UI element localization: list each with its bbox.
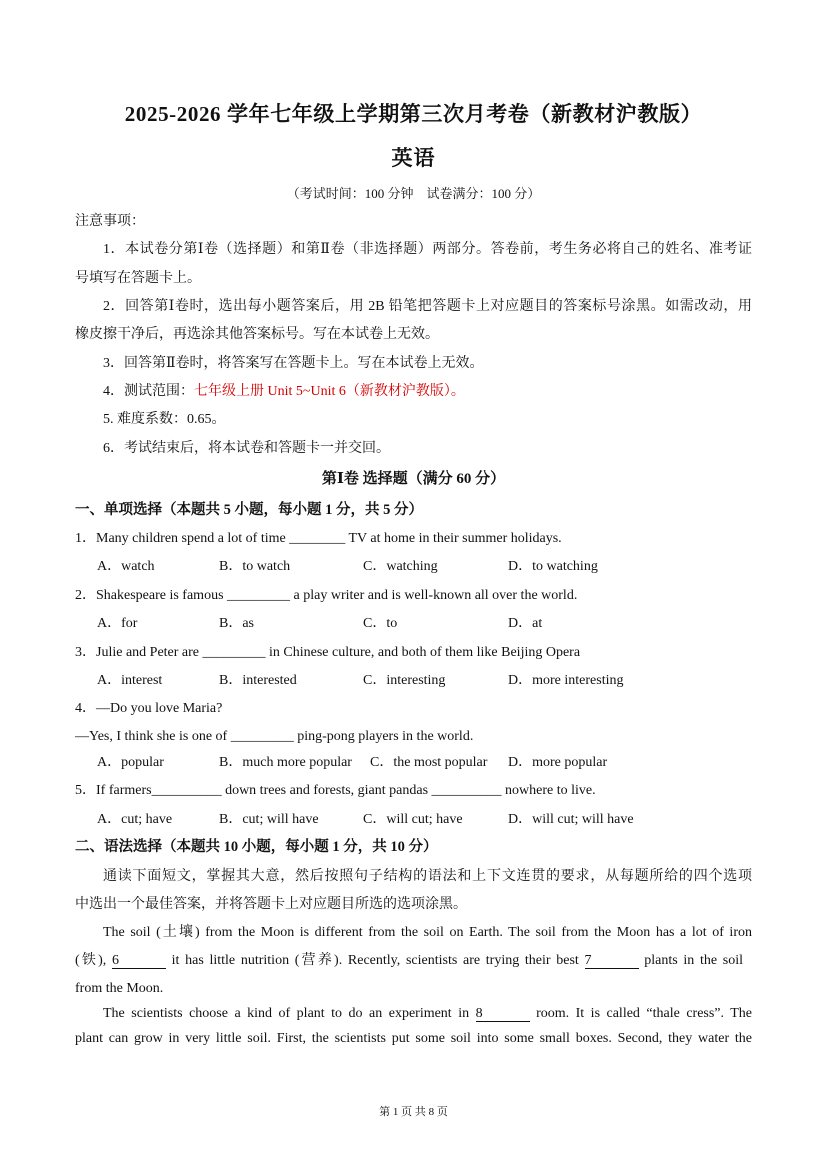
- subject-title: 英语: [391, 146, 436, 170]
- passage-text: it has little nutrition (营养). Recently, scientists are trying their best: [171, 953, 579, 968]
- blank-6: 6: [112, 953, 166, 969]
- notice-item-1-line-1: 1．本试卷分第Ⅰ卷（选择题）和第Ⅱ卷（非选择题）两部分。答卷前，考生务必将自己的姓名、准考证: [103, 242, 752, 257]
- notice-item-2-line-1: 2．回答第Ⅰ卷时，选出每小题答案后，用 2B 铅笔把答题卡上对应题目的答案标号涂黑。如需改动，用: [103, 299, 752, 314]
- question-2-stem: 2．Shakespeare is famous _________ a play writer and is well-known all over the world.: [75, 588, 578, 603]
- question-4-option-a: A．popular: [97, 755, 164, 770]
- passage-text: (铁),: [75, 953, 107, 968]
- test-scope-highlight: 七年级上册 Unit 5~Unit 6（新教材沪教版）。: [194, 384, 465, 399]
- passage-p2-line-2: plant can grow in very little soil. First, the scientists put some soil into some small boxes. Second, they water the: [75, 1031, 752, 1046]
- question-4-stem: 4．—Do you love Maria?: [75, 701, 223, 716]
- question-2-option-a: A．for: [97, 616, 138, 631]
- passage-p2-line-1: [103, 1004, 752, 1024]
- notice-item-1-line-2: 号填写在答题卡上。: [75, 271, 201, 286]
- page-number: 第 1 页 共 8 页: [379, 1106, 448, 1118]
- question-1-option-b: B．to watch: [219, 559, 291, 574]
- exam-info: （考试时间：100 分钟 试卷满分：100 分）: [286, 186, 541, 201]
- question-3-option-a: A．interest: [97, 673, 163, 688]
- part-1-title: 第Ⅰ卷 选择题（满分 60 分）: [321, 471, 506, 487]
- question-2-option-c: C．to: [363, 616, 398, 631]
- notice-item-4: [103, 382, 465, 402]
- section-2-instructions-line-2: 中选出一个最佳答案，并将答题卡上对应题目所选的选项涂黑。: [75, 897, 467, 912]
- question-4-option-d: D．more popular: [508, 755, 608, 770]
- question-1-option-d: D．to watching: [508, 559, 598, 574]
- question-4-option-b: B．much more popular: [219, 755, 352, 770]
- question-1-stem: 1．Many children spend a lot of time ________ TV at home in their summer holidays.: [75, 531, 562, 546]
- notice-item-5: 5. 难度系数：0.65。: [103, 412, 226, 427]
- section-2-heading: 二、语法选择（本题共 10 小题，每小题 1 分，共 10 分）: [75, 839, 438, 855]
- notice-item-2-line-2: 橡皮擦干净后，再选涂其他答案标号。写在本试卷上无效。: [75, 327, 439, 342]
- question-5-option-d: D．will cut; will have: [508, 812, 634, 827]
- question-3-stem: 3．Julie and Peter are _________ in Chinese culture, and both of them like Beijing Opera: [75, 645, 581, 660]
- question-2-option-d: D．at: [508, 616, 543, 631]
- passage-p1-line-2: [75, 951, 743, 971]
- question-3-option-b: B．interested: [219, 673, 297, 688]
- section-2-instructions-line-1: 通读下面短文，掌握其大意，然后按照句子结构的语法和上下文连贯的要求，从每题所给的四个选项: [103, 869, 752, 884]
- question-5-option-b: B．cut; will have: [219, 812, 319, 827]
- passage-text: The scientists choose a kind of plant to do an experiment in: [103, 1006, 470, 1021]
- question-5-option-c: C．will cut; have: [363, 812, 463, 827]
- question-1-option-c: C．watching: [363, 559, 438, 574]
- question-4-option-c: C．the most popular: [370, 755, 488, 770]
- question-3-option-d: D．more interesting: [508, 673, 624, 688]
- question-2-option-b: B．as: [219, 616, 254, 631]
- notice-heading: 注意事项：: [75, 214, 145, 229]
- exam-title: 2025-2026 学年七年级上学期第三次月考卷（新教材沪教版）: [124, 102, 703, 126]
- passage-text: room. It is called “thale cress”. The: [536, 1006, 753, 1021]
- question-4-reply: —Yes, I think she is one of _________ ping-pong players in the world.: [75, 729, 474, 744]
- blank-7: 7: [585, 953, 639, 969]
- section-1-heading: 一、单项选择（本题共 5 小题，每小题 1 分，共 5 分）: [75, 502, 423, 518]
- question-3-option-c: C．interesting: [363, 673, 446, 688]
- notice-item-4-label: 4．测试范围：: [103, 384, 194, 399]
- passage-p1-line-3: from the Moon.: [75, 981, 164, 996]
- notice-item-3: 3．回答第Ⅱ卷时，将答案写在答题卡上。写在本试卷上无效。: [103, 356, 484, 371]
- question-1-option-a: A．watch: [97, 559, 155, 574]
- passage-text: plants in the soil: [644, 953, 743, 968]
- question-5-option-a: A．cut; have: [97, 812, 173, 827]
- question-5-stem: 5．If farmers__________ down trees and forests, giant pandas __________ nowhere to live.: [75, 783, 596, 798]
- passage-p1-line-1: The soil (土壤) from the Moon is different from the soil on Earth. The soil from the Moon has a lot of iron: [103, 925, 752, 940]
- notice-item-6: 6．考试结束后，将本试卷和答题卡一并交回。: [103, 441, 390, 456]
- blank-8: 8: [476, 1006, 530, 1022]
